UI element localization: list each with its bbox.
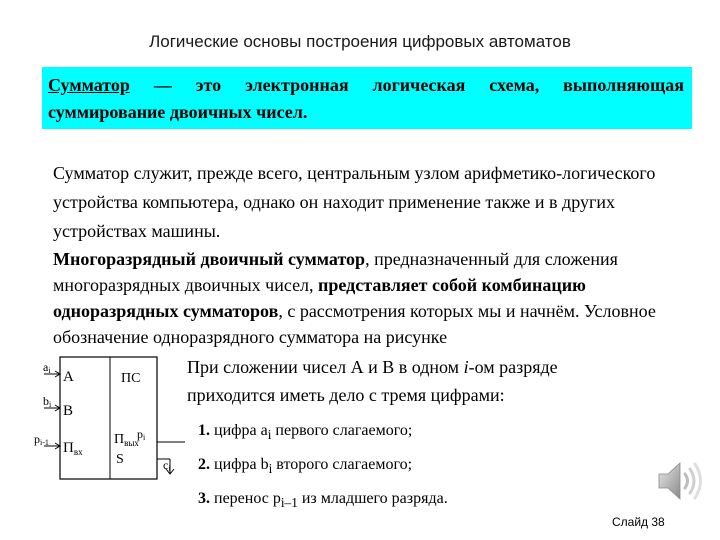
right-text-line-1-italic: i bbox=[463, 357, 469, 377]
adder-symbol-label: ΠС bbox=[121, 371, 141, 386]
list-item bbox=[198, 490, 448, 511]
right-text-line-1-post: -ом разряде bbox=[468, 357, 558, 377]
definition-line-1 bbox=[48, 75, 684, 96]
speaker-icon[interactable] bbox=[653, 455, 705, 507]
list-item-subscript: i bbox=[268, 461, 273, 477]
list-item-number: 2. bbox=[198, 456, 210, 473]
output-c-label: ci bbox=[163, 458, 171, 473]
port-pin-label: $П_{вх}$ bbox=[63, 440, 83, 457]
list-item-text-end: второго слагаемого; bbox=[272, 456, 413, 473]
paragraph-2-text-2: , с рассмотрения которых мы и начнём. Условное обозначение одноразрядного сумматора на рисунке bbox=[53, 301, 656, 347]
paragraph-1: Сумматор служит, прежде всего, центральным узлом арифметико-логического устройства компьютера, однако он находит применение также и в других устройствах машины. bbox=[53, 163, 656, 241]
list-item-text: перенос p bbox=[210, 490, 281, 507]
list-item-subscript: i–1 bbox=[280, 495, 298, 511]
slide-number: Слайд 38 bbox=[612, 515, 665, 529]
right-text-line-1 bbox=[187, 357, 558, 378]
input-b-label: bi bbox=[43, 394, 52, 409]
paragraph-2-bold-2: представляет собой комбинацию одноразрядных сумматоров bbox=[53, 275, 586, 321]
list-item-number: 1. bbox=[198, 422, 210, 439]
list-item-text-end: первого слагаемого; bbox=[271, 422, 413, 439]
list-item-text-end: из младшего разряда. bbox=[297, 490, 448, 507]
definition-term: Сумматор bbox=[48, 75, 130, 95]
input-a-label: ai bbox=[43, 360, 51, 375]
list-item bbox=[198, 456, 412, 477]
right-text-line-1-pre: При сложении чисел А и В в одном bbox=[187, 357, 464, 377]
list-item-text: цифра b bbox=[210, 456, 269, 473]
port-pout-label: $П_{вых}$ bbox=[114, 432, 139, 448]
adder-diagram bbox=[30, 352, 190, 492]
page-title: Логические основы построения цифровых автоматов bbox=[149, 32, 571, 51]
port-a-label: A bbox=[63, 369, 74, 385]
right-text-line-2: приходится иметь дело с тремя цифрами: bbox=[187, 385, 505, 405]
paragraph-2-bold-1: Многоразрядный двоичный сумматор bbox=[53, 249, 366, 269]
definition-line-1-rest: — это электронная логическая схема, выполняющая bbox=[129, 75, 684, 95]
input-p-label: pi-1 bbox=[34, 432, 49, 447]
definition-line-2: суммирование двоичных чисел. bbox=[48, 102, 308, 122]
list-item-subscript: i bbox=[267, 427, 272, 443]
paragraph-2 bbox=[53, 246, 689, 350]
paragraph-2-text-1: , предназначенный для сложения многоразрядных двоичных чисел, bbox=[53, 249, 618, 295]
list-item bbox=[198, 422, 412, 443]
list-item-text: цифра a bbox=[210, 422, 268, 439]
port-b-label: B bbox=[63, 403, 74, 419]
list-item-number: 3. bbox=[198, 490, 210, 507]
output-p-label: pi bbox=[137, 427, 146, 442]
port-s-label: S bbox=[116, 452, 124, 467]
